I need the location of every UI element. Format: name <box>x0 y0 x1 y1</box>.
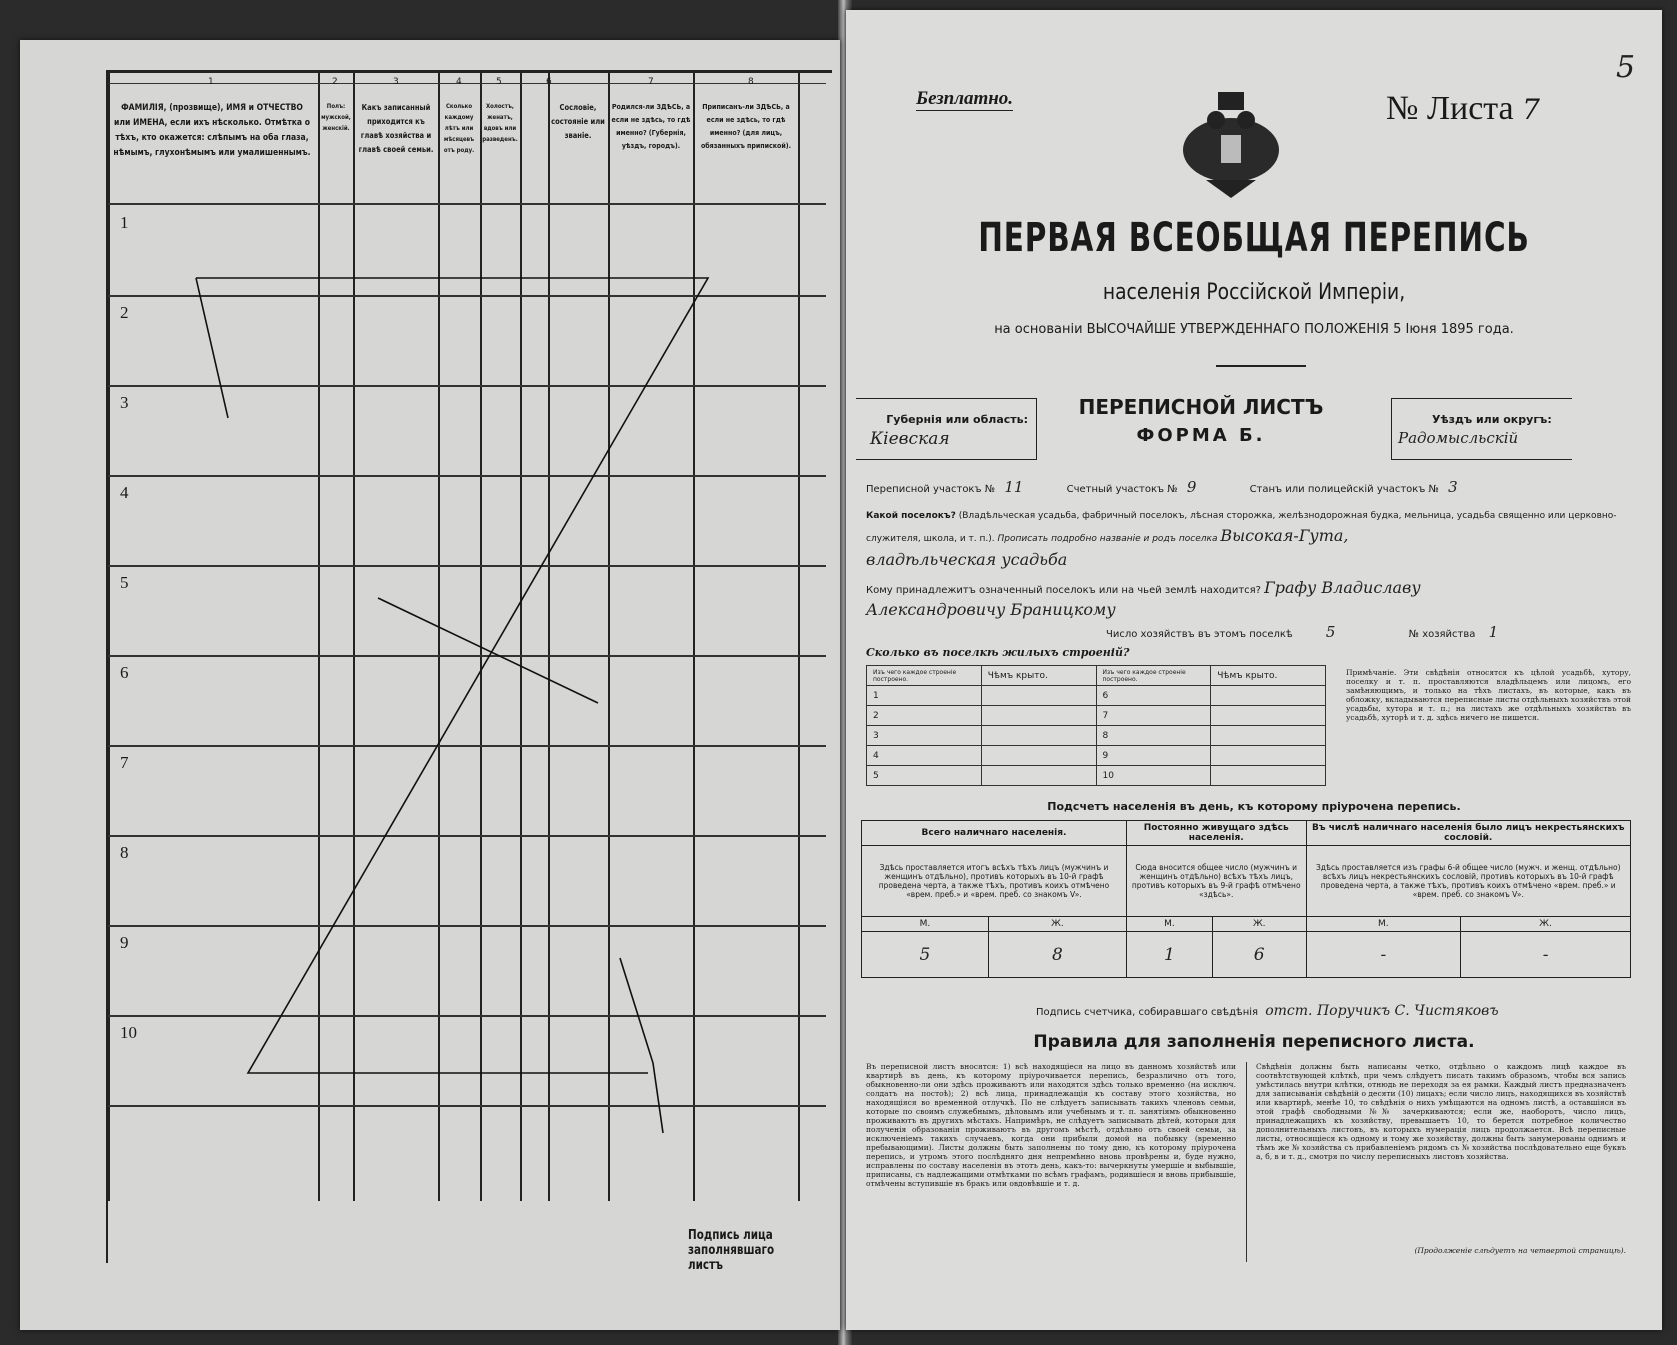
buildings-row-number: 4 <box>867 746 982 766</box>
pop-value-present-male: 5 <box>862 932 989 978</box>
row-number: 5 <box>120 573 129 592</box>
column-number: 4 <box>456 77 462 87</box>
pop-desc-present: Здѣсь проставляется итогъ всѣхъ тѣхъ лицъ (мужчинъ и женщинъ отдѣльно), противъ которыхъ въ 10-й графѣ проведена черта, а также тѣхъ, противъ коихъ отмѣчено «врем. преб.» и «врем. преб. со знакомъ V». <box>862 846 1127 917</box>
row-number: 4 <box>120 483 129 502</box>
row-number: 10 <box>120 1023 137 1042</box>
buildings-row-number: 1 <box>867 686 982 706</box>
column-number: 1 <box>208 77 214 87</box>
buildings-table <box>866 665 1326 786</box>
column-header-age: Сколько каждому лѣтъ или мѣсяцевъ отъ роду. <box>443 103 475 154</box>
row-number: 9 <box>120 933 129 952</box>
female-label: Ж. <box>988 917 1126 932</box>
rules-title: Правила для заполненія переписного листа. <box>1033 1032 1475 1052</box>
province-label: Губернія или область: <box>886 413 1028 426</box>
buildings-row-number: 8 <box>1096 726 1211 746</box>
buildings-row-number: 5 <box>867 766 982 786</box>
buildings-col-material: Изъ чего каждое строеніе построено. <box>1096 666 1211 686</box>
buildings-row-number: 6 <box>1096 686 1211 706</box>
counter-signature: Подпись счетчика, собиравшаго свѣдѣнія отст. Поручикъ С. Чистяковъ <box>1036 1003 1499 1019</box>
column-header-relation: Какъ записанный приходится къ главѣ хозяйства и главѣ своей семьи. <box>358 103 434 154</box>
row-number: 7 <box>120 753 129 772</box>
sections-line: Переписной участокъ № 11 Счетный участокъ № 9 Станъ или полицейскій участокъ № 3 <box>866 478 1458 496</box>
column-number: 6 <box>546 77 552 87</box>
province-value: Кіевская <box>870 429 950 449</box>
pop-value-resident-female: 6 <box>1212 932 1306 978</box>
buildings-note: Примѣчаніе. Эти свѣдѣнія относятся къ цѣлой усадьбѣ, хутору, поселку и т. п. проставляются владѣльцемъ или лицомъ, его замѣняющимъ, и только на тѣхъ листахъ, въ которые, какъ въ обложку, вкладываются переписные листы отдѣльныхъ хозяйствъ этой усадьбы, хутора и т. п.; на листахъ же отдѣльныхъ хозяйствъ въ усадьбѣ, хуторѣ и т. д. здѣсь ничего не пишется. <box>1346 668 1631 722</box>
male-label: М. <box>862 917 989 932</box>
buildings-label: Сколько въ поселкѣ жилыхъ строеній? <box>866 646 1130 659</box>
row-number: 1 <box>120 213 129 232</box>
document-subtitle: населенія Россійской Имперіи, <box>1102 280 1406 305</box>
district-box <box>1391 398 1572 460</box>
cancellation-strokes <box>108 73 832 1263</box>
legal-basis: на основаніи ВЫСОЧАЙШЕ УТВЕРЖДЕННАГО ПОЛОЖЕНІЯ 5 Іюня 1895 года. <box>994 322 1514 337</box>
female-label: Ж. <box>1212 917 1306 932</box>
pop-head-resident: Постоянно живущаго здѣсь населенія. <box>1126 821 1306 846</box>
settlement-block: Какой поселокъ? (Владѣльческая усадьба, фабричный поселокъ, лѣсная сторожка, желѣзнодорожная будка, мельница, усадьба священно или церковно-служителя, школа, и т. п.). Прописать подробно названіе и родъ поселка Высокая-Гута, <box>866 511 1617 545</box>
free-label: Безплатно. <box>916 88 1014 109</box>
column-number: 2 <box>332 77 338 87</box>
signature-label: Подпись лица заполнявшаго листъ <box>688 1228 775 1273</box>
owner-line: Кому принадлежитъ означенный поселокъ или на чьей землѣ находится? Графу Владиславу <box>866 578 1421 597</box>
pop-desc-nonpeasant: Здѣсь проставляется изъ графы 6-й общее число (мужч. и женщ. отдѣльно) всѣхъ лицъ некрестьянскихъ сословій, противъ которыхъ въ 10-й графѣ проведена черта, а также тѣхъ, противъ коихъ отмѣчено «врем. преб.» и «врем. преб. со знакомъ V». <box>1306 846 1631 917</box>
form-header <box>1041 395 1361 446</box>
rules-left-column: Въ переписной листъ вносятся: 1) всѣ находящіеся на лицо въ данномъ хозяйствѣ или квартирѣ въ день, къ которому пріурочивается перепись, безразлично отъ того, обыкновенно-ли они здѣсь проживаютъ или находятся здѣсь только временно (на исключ. солдатъ на постоѣ); 2) всѣ лица, принадлежащія къ составу этого хозяйства, но находящіяся во временной отлучкѣ. По не слѣдуетъ записывать такихъ членовъ семьи, которые по своимъ служебнымъ, дѣловымъ или учебнымъ и т. п. занятіямъ обыкновенно проживаютъ въ другихъ мѣстахъ. Напримѣръ, не слѣдуетъ записывать дѣтей, которыя для полученія образованія проживаютъ въ другомъ мѣстѣ, отдѣльно отъ своей семьи, за исключеніемъ такихъ случаевъ, когда они прибыли домой на побывку (временно пребывающими). Листы должны быть заполнены по тому дню, къ которому пріурочена перепись, и утромъ этого послѣдняго дня непремѣнно вновь провѣрены и, буде нужно, исправлены по составу населенія въ этотъ день, какъ-то: вычеркнуты умершіе и выбывшіе, приписаны, съ надлежащими отмѣтками по всѣмъ графамъ, родившіеся и вновь прибывшіе, отмѣчены вступившіе въ бракъ или овдовѣвшіе и т. д. <box>866 1062 1236 1188</box>
settlement-value2: владѣльческая усадьба <box>866 550 1068 569</box>
sheet-value: 7 <box>1522 93 1540 126</box>
buildings-col-roof: Чѣмъ крыто. <box>981 666 1096 686</box>
document-title: ПЕРВАЯ ВСЕОБЩАЯ ПЕРЕПИСЬ <box>978 215 1530 261</box>
rules-divider <box>1246 1062 1247 1262</box>
column-number: 8 <box>748 77 754 87</box>
district-value: Радомысльскій <box>1398 429 1519 447</box>
district-label: Уѣздъ или округъ: <box>1432 413 1552 426</box>
pop-value-resident-male: 1 <box>1126 932 1212 978</box>
row-number: 8 <box>120 843 129 862</box>
divider <box>1216 365 1306 367</box>
household-register-table <box>106 70 832 1273</box>
right-page <box>846 10 1662 1330</box>
buildings-row-number: 7 <box>1096 706 1211 726</box>
sheet-number <box>1386 90 1540 128</box>
male-label: М. <box>1126 917 1212 932</box>
form-title: ПЕРЕПИСНОЙ ЛИСТЪ <box>1078 395 1324 419</box>
owner-value2: Александровичу Браницкому <box>866 600 1116 619</box>
rules-right-column: Свѣдѣнія должны быть написаны четко, отдѣльно о каждомъ лицѣ каждое въ соотвѣтствующей клѣткѣ, при чемъ слѣдуетъ писать такимъ образомъ, чтобы вся запись умѣстилась внутри клѣтки, отнюдь не переходя за ея рамки. Каждый листъ предназначенъ для записыванія свѣдѣній о десяти (10) лицахъ; если число лицъ, находящихся въ хозяйствѣ или квартирѣ, менѣе 10, то свѣдѣнія о нихъ умѣщаются на одномъ листѣ, а оставшіяся въ этой графѣ свободными №№ зачеркиваются; если же, наоборотъ, число лицъ, принадлежащихъ къ хозяйству, превышаетъ 10, то берется потребное количество дополнительныхъ листовъ, въ которыхъ нумерація лицъ продолжается. Всѣ переписные листы, относящіеся къ одному и тому же хозяйству, должны быть занумерованы однимъ и тѣмъ же № хозяйства съ прибавленіемъ рядомъ съ № хозяйства послѣдовательно еще буквъ а, б, в и т. д., смотря по числу переписныхъ листовъ хозяйства. <box>1256 1062 1626 1161</box>
column-number: 3 <box>393 77 399 87</box>
pop-value-nonpeasant-male: - <box>1306 932 1461 978</box>
province-box <box>856 398 1037 460</box>
pop-value-nonpeasant-female: - <box>1461 932 1631 978</box>
pop-head-present: Всего наличнаго населенія. <box>862 821 1127 846</box>
sheet-label: № Листа <box>1386 90 1514 127</box>
continued-note: (Продолженіе слѣдуетъ на четвертой страницѣ). <box>1414 1246 1626 1255</box>
column-number: 7 <box>648 77 654 87</box>
pop-head-nonpeasant: Въ числѣ наличнаго населенія было лицъ некрестьянскихъ сословій. <box>1306 821 1631 846</box>
buildings-col-material: Изъ чего каждое строеніе построено. <box>867 666 982 686</box>
buildings-row-number: 9 <box>1096 746 1211 766</box>
pop-value-present-female: 8 <box>988 932 1126 978</box>
column-header-registration: Приписанъ-ли ЗДѢСЬ, а если не здѣсь, то гдѣ именно? (для лицъ, обязанныхъ припиской). <box>700 103 792 150</box>
row-number: 2 <box>120 303 129 322</box>
corner-mark: 5 <box>1616 50 1636 85</box>
buildings-row-number: 10 <box>1096 766 1211 786</box>
column-header-sex: Полъ: мужской, женскій. <box>321 103 351 132</box>
column-header-name: ФАМИЛІЯ, (прозвище), ИМЯ и ОТЧЕСТВО или ИМЕНА, если ихъ нѣсколько. Отмѣтка о тѣхъ, кто окажется: слѣпымъ на оба глаза, нѣмымъ, глухонѣмымъ или умалишеннымъ. <box>113 103 311 158</box>
buildings-col-roof: Чѣмъ крыто. <box>1211 666 1326 686</box>
buildings-row-number: 2 <box>867 706 982 726</box>
buildings-row-number: 3 <box>867 726 982 746</box>
imperial-eagle-emblem <box>1176 80 1286 200</box>
population-table <box>861 820 1631 978</box>
male-label: М. <box>1306 917 1461 932</box>
column-header-marital: Холостъ, женатъ, вдовъ или разведенъ. <box>482 103 518 143</box>
female-label: Ж. <box>1461 917 1631 932</box>
form-name: ФОРМА Б. <box>1136 425 1266 446</box>
households-line: Число хозяйствъ въ этомъ поселкѣ 5 № хозяйства 1 <box>1106 623 1499 641</box>
population-title: Подсчетъ населенія въ день, къ которому пріурочена перепись. <box>1047 800 1461 813</box>
column-number: 5 <box>496 77 502 87</box>
row-number: 6 <box>120 663 129 682</box>
left-page <box>20 40 840 1330</box>
pop-desc-resident: Сюда вносится общее число (мужчинъ и женщинъ отдѣльно) всѣхъ тѣхъ лицъ, противъ которыхъ въ 9-й графѣ отмѣчено «здѣсь». <box>1126 846 1306 917</box>
column-header-estate: Сословіе, состояніе или званіе. <box>551 103 605 140</box>
column-header-birthplace: Родился-ли ЗДѢСЬ, а если не здѣсь, то гдѣ именно? (Губернія, уѣздъ, городъ). <box>611 103 691 150</box>
row-number: 3 <box>120 393 129 412</box>
